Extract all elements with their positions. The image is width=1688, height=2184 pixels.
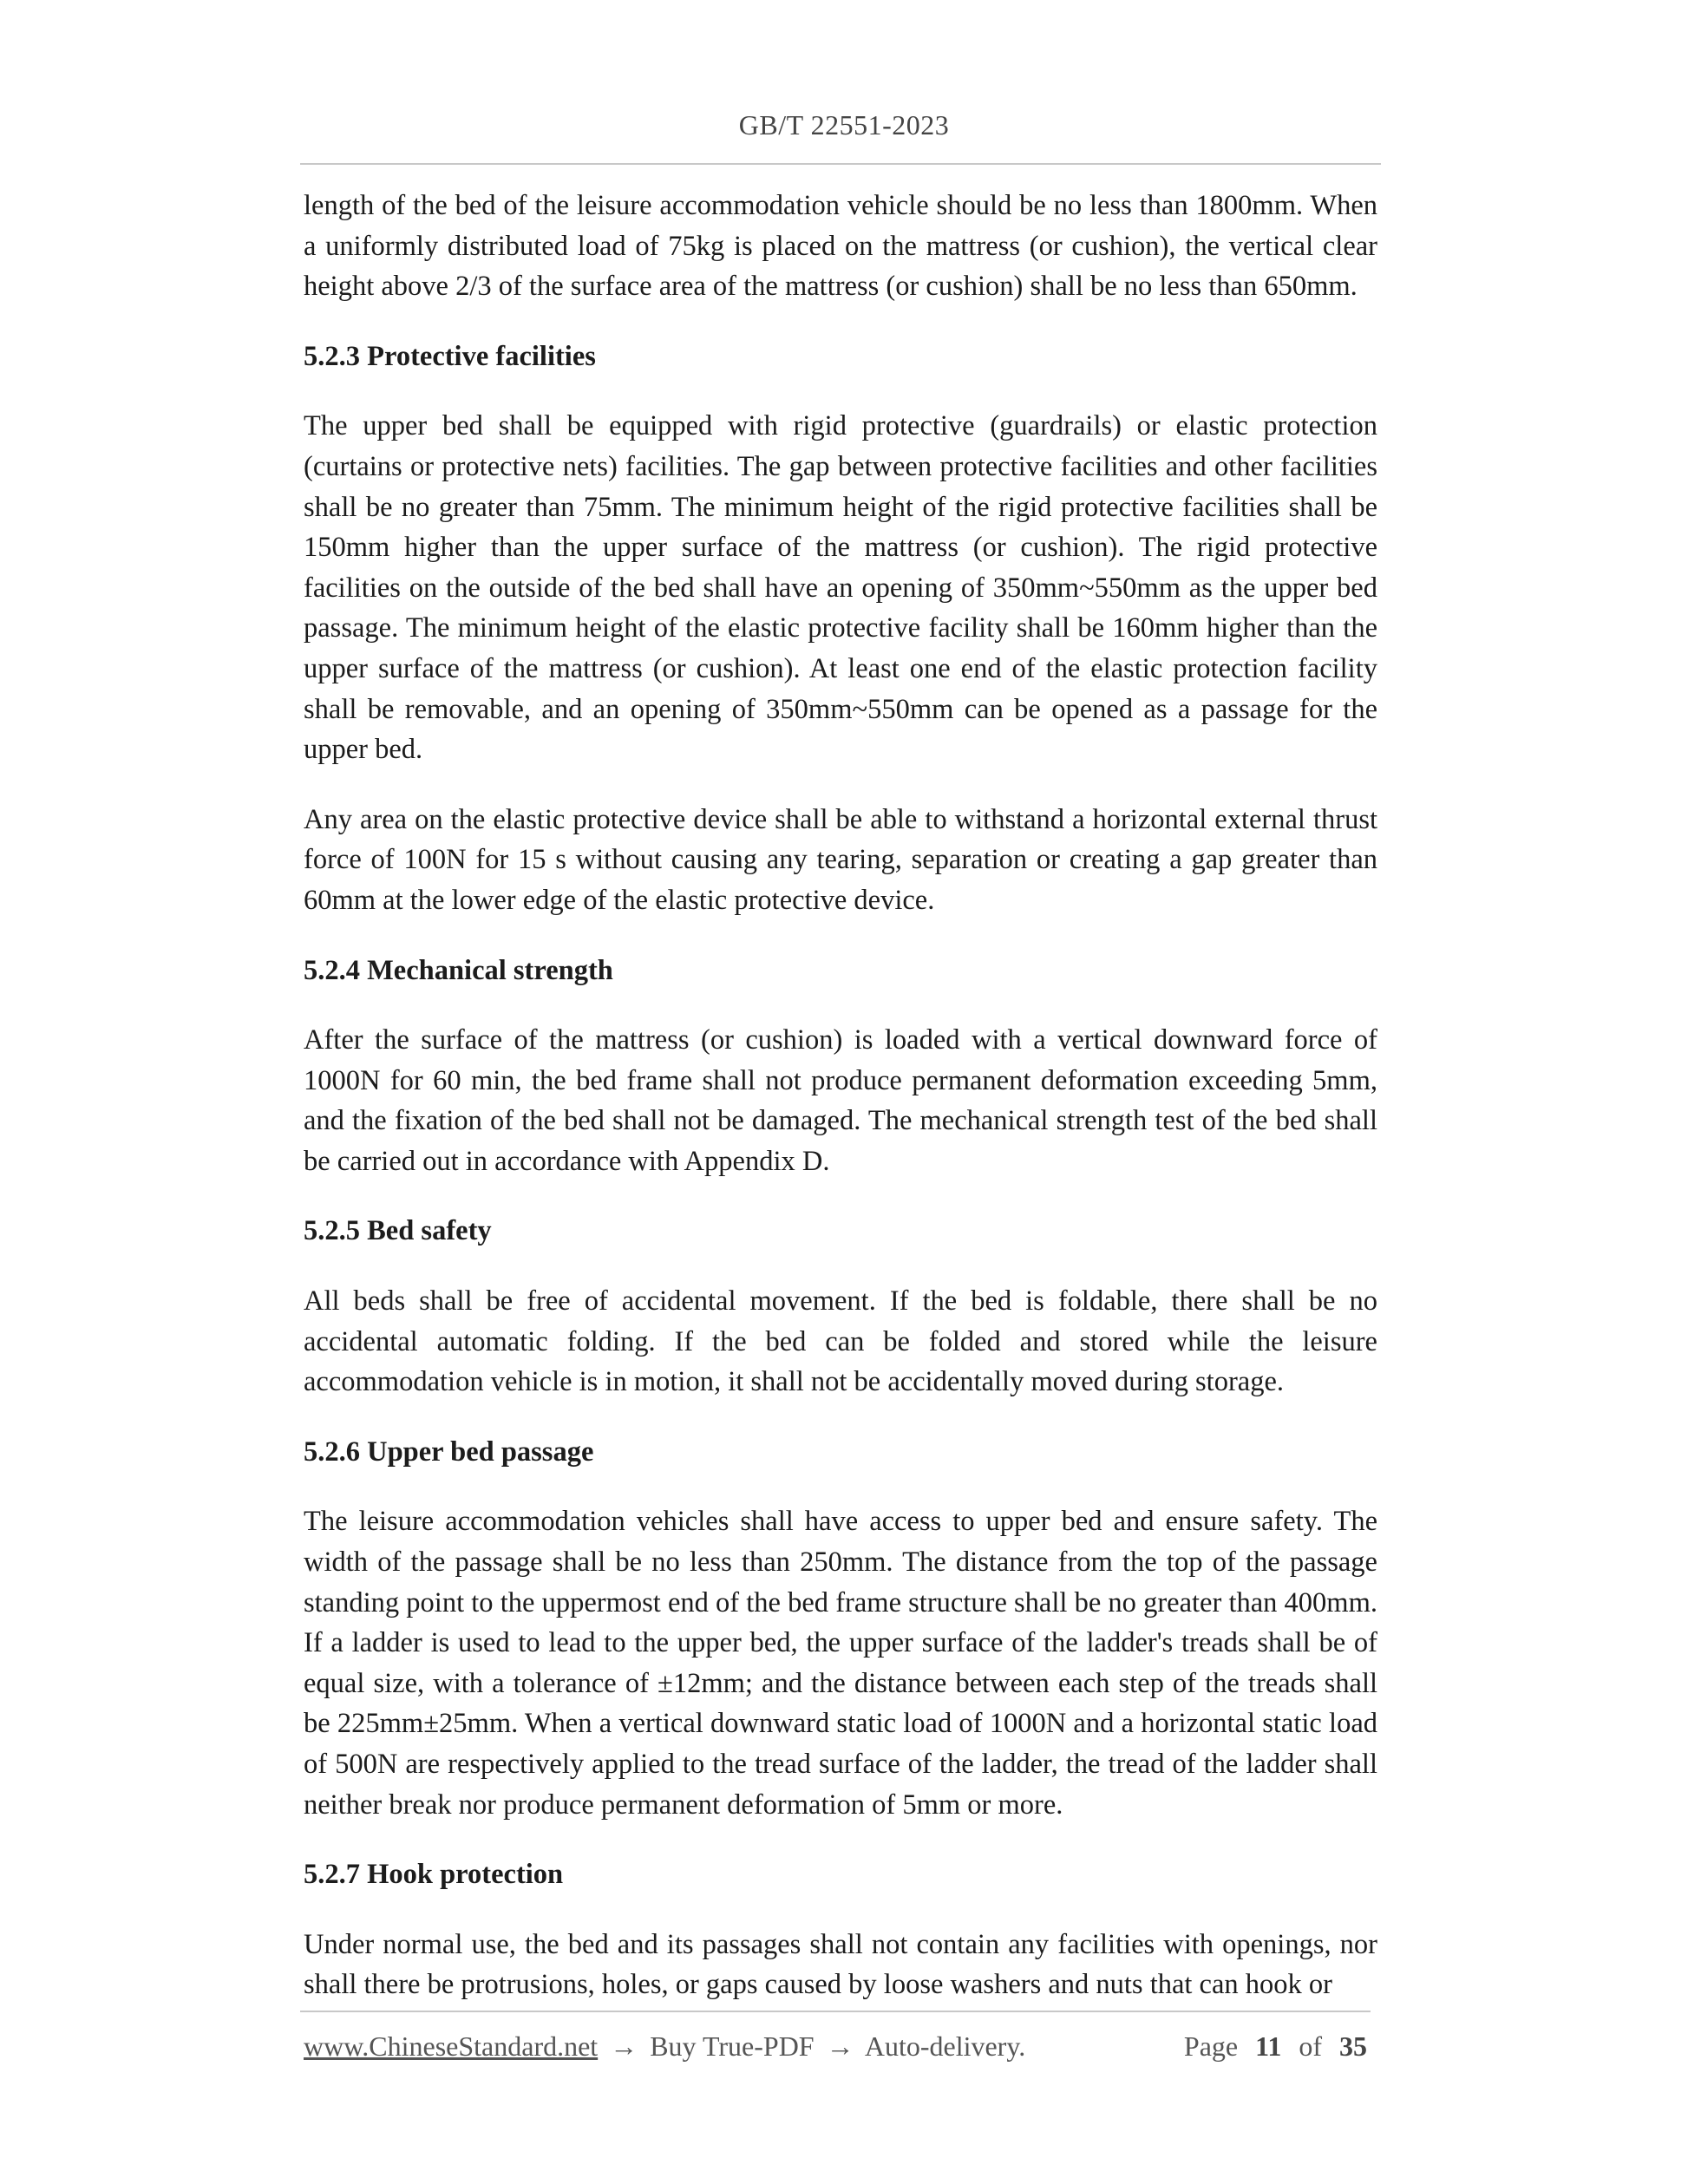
page-total: 35 [1339, 2030, 1367, 2062]
buy-true-pdf-text: Buy True-PDF [650, 2030, 815, 2062]
of-label: of [1299, 2030, 1322, 2062]
section-heading-5-2-3: 5.2.3 Protective facilities [304, 340, 596, 372]
auto-delivery-text: Auto-delivery. [864, 2030, 1026, 2062]
section-heading-5-2-5: 5.2.5 Bed safety [304, 1215, 492, 1247]
intro-paragraph: length of the bed of the leisure accommodation vehicle should be no less than 1800mm. When a uniformly distributed load of 75kg is placed on the mattress (or cushion), the vertical clear height above 2/3 of the surface area of the mattress (or cushion) shall be no less than 650mm. [304, 190, 1377, 303]
paragraph-5-2-3-b: Any area on the elastic protective device shall be able to withstand a horizontal external thrust force of 100N for 15 s without causing any tearing, separation or creating a gap greater than 60mm at the lower edge of the elastic protective device. [304, 803, 1377, 916]
right-arrow-icon: → [826, 2030, 854, 2062]
page-label: Page [1183, 2030, 1239, 2062]
footer-divider [300, 2011, 1371, 2012]
chinese-standard-link[interactable]: www.ChineseStandard.net [304, 2030, 599, 2062]
paragraph-5-2-6: The leisure accommodation vehicles shall have access to upper bed and ensure safety. The width of the passage shall be no less than 250mm. The distance from the top of the passage standing point to the uppermost end of the bed frame structure shall be no greater than 400mm. If a ladder is used to lead to the upper bed, the upper surface of the ladder's treads shall be of equal size, with a tolerance of ±12mm; and the distance between each step of the treads shall be 225mm±25mm. When a vertical downward static load of 1000N and a horizontal static load of 500N are respectively applied to the tread surface of the ladder, the tread of the ladder shall neither break nor produce permanent deformation of 5mm or more. [304, 1506, 1377, 1821]
section-heading-5-2-7: 5.2.7 Hook protection [304, 1859, 564, 1891]
page-indicator [1184, 2026, 1367, 2066]
section-heading-5-2-6: 5.2.6 Upper bed passage [304, 1435, 594, 1468]
paragraph-5-2-4: After the surface of the mattress (or cushion) is loaded with a vertical downward force of 1000N for 60 min, the bed frame shall not produce permanent deformation exceeding 5mm, and the fixation of the bed shall not be damaged. The mechanical strength test of the bed shall be carried out in accordance with Appendix D. [304, 1024, 1377, 1177]
right-arrow-icon: → [610, 2030, 638, 2062]
page-current: 11 [1255, 2030, 1282, 2062]
document-header-title: GB/T 22551-2023 [738, 109, 950, 141]
section-heading-5-2-4: 5.2.4 Mechanical strength [304, 954, 613, 986]
paragraph-5-2-3-a: The upper bed shall be equipped with rigid protective (guardrails) or elastic protection (curtains or protective nets) facilities. The gap between protective facilities and other facilities shall be no greater than 75mm. The minimum height of the rigid protective facilities shall be 150mm higher than the upper surface of the mattress (or cushion). The rigid protective facilities on the outside of the bed shall have an opening of 350mm~550mm as the upper bed passage. The minimum height of the elastic protective facility shall be 160mm higher than the upper surface of the mattress (or cushion). At least one end of the elastic protection facility shall be removable, and an opening of 350mm~550mm can be opened as a passage for the upper bed. [304, 410, 1377, 766]
paragraph-5-2-5: All beds shall be free of accidental movement. If the bed is foldable, there shall be no accidental automatic folding. If the bed can be folded and stored while the leisure accommodation vehicle is in motion, it shall not be accidentally moved during storage. [304, 1285, 1377, 1398]
header-divider [300, 163, 1381, 165]
paragraph-5-2-7: Under normal use, the bed and its passages shall not contain any facilities with openings, nor shall there be protrusions, holes, or gaps caused by loose washers and nuts that can hook or [304, 1928, 1377, 2001]
document-body [304, 186, 1377, 2035]
footer-promo [304, 2026, 1025, 2066]
